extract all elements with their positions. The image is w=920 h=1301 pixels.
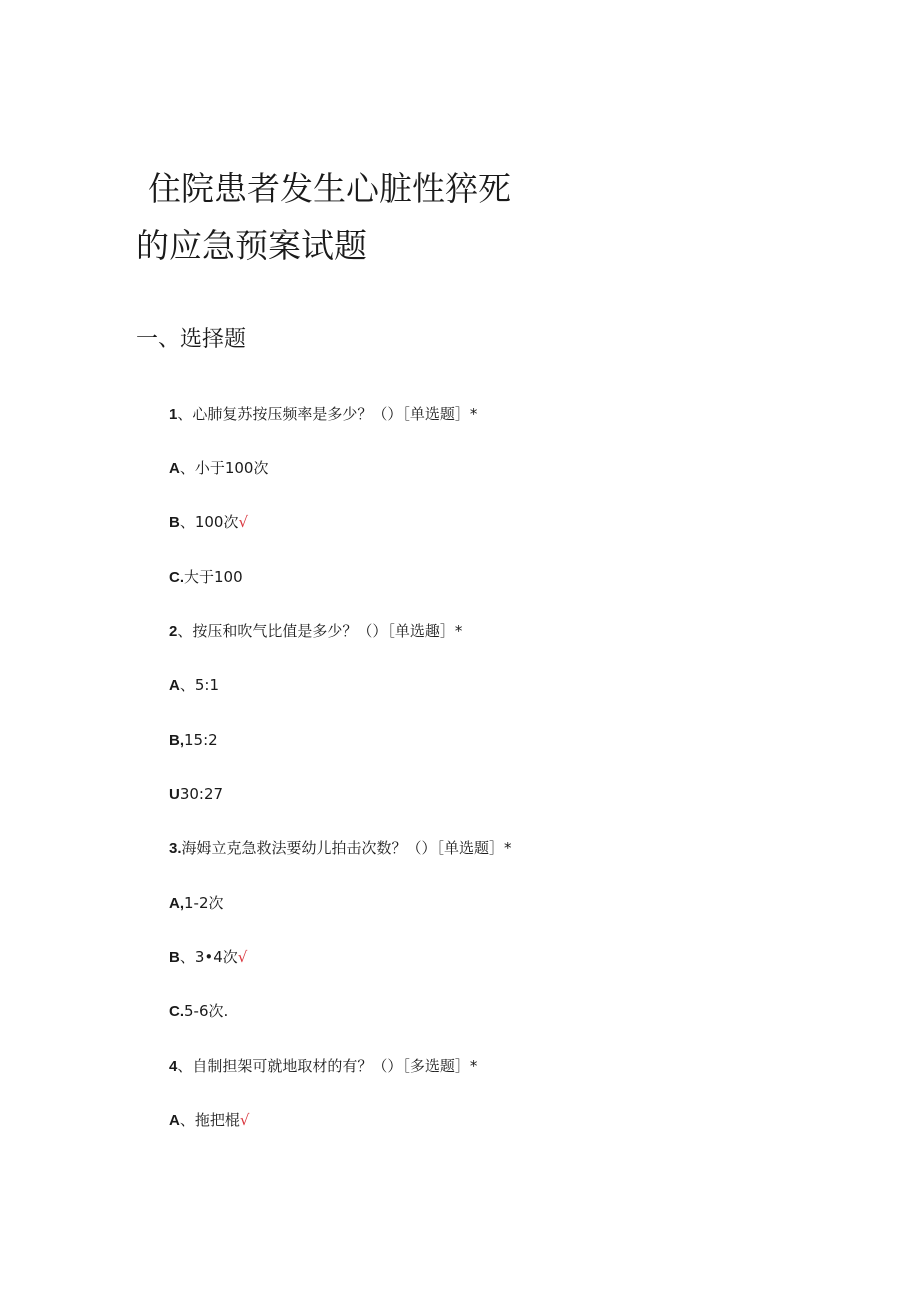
item-marker: 1: [169, 406, 178, 423]
item-text: 5-6次.: [184, 1002, 229, 1020]
question-2: [169, 621, 462, 642]
question-1: [169, 404, 477, 425]
item-marker: C.: [169, 569, 184, 586]
item-text: 、3•4次: [179, 948, 238, 966]
title-line-2: 的应急预案试题: [136, 226, 367, 265]
correct-check-icon: √: [237, 948, 248, 966]
question-4: [169, 1056, 477, 1077]
option-1b: [169, 512, 248, 533]
item-marker: A: [169, 1112, 180, 1129]
option-2b: [169, 730, 218, 751]
item-text: 15:2: [184, 731, 218, 749]
item-text: 30:27: [179, 785, 224, 803]
correct-check-icon: √: [239, 1111, 250, 1129]
item-marker: 4: [169, 1058, 178, 1075]
item-marker: C.: [169, 1003, 184, 1020]
item-text: 、100次: [179, 513, 239, 531]
item-marker: 2: [169, 623, 178, 640]
item-marker: B: [169, 949, 180, 966]
item-text: 、自制担架可就地取材的有？（）［多选题］*: [177, 1057, 478, 1075]
item-marker: A: [169, 460, 180, 477]
section-heading: 一、选择题: [136, 327, 247, 352]
option-4a: [169, 1110, 249, 1131]
item-marker: U: [169, 786, 180, 803]
correct-check-icon: √: [238, 513, 249, 531]
item-text: 、拖把棍: [179, 1111, 240, 1129]
option-1c: [169, 567, 243, 588]
option-2c: [169, 784, 223, 805]
option-3b: [169, 947, 247, 968]
option-1a: [169, 458, 268, 479]
item-text: 、按压和吹气比值是多少？（）［单选趣］*: [177, 622, 463, 640]
item-text: 大于100: [184, 568, 243, 586]
item-marker: B,: [169, 732, 184, 749]
item-marker: A,: [169, 895, 184, 912]
option-3a: [169, 893, 224, 914]
item-text: 、心肺复苏按压频率是多少？（）［单选题］*: [177, 405, 478, 423]
question-3: [169, 838, 512, 859]
item-marker: A: [169, 677, 180, 694]
item-text: 1-2次: [184, 894, 224, 912]
option-3c: [169, 1001, 228, 1022]
document-title: [136, 160, 511, 274]
item-text: 、5:1: [179, 676, 219, 694]
title-line-1: 住院患者发生心脏性猝死: [148, 169, 511, 208]
option-2a: [169, 675, 219, 696]
item-text: 、小于100次: [179, 459, 269, 477]
item-text: 海姆立克急救法要幼儿拍击次数？（）［单选题］*: [181, 839, 512, 857]
item-marker: 3.: [169, 840, 182, 857]
item-marker: B: [169, 514, 180, 531]
